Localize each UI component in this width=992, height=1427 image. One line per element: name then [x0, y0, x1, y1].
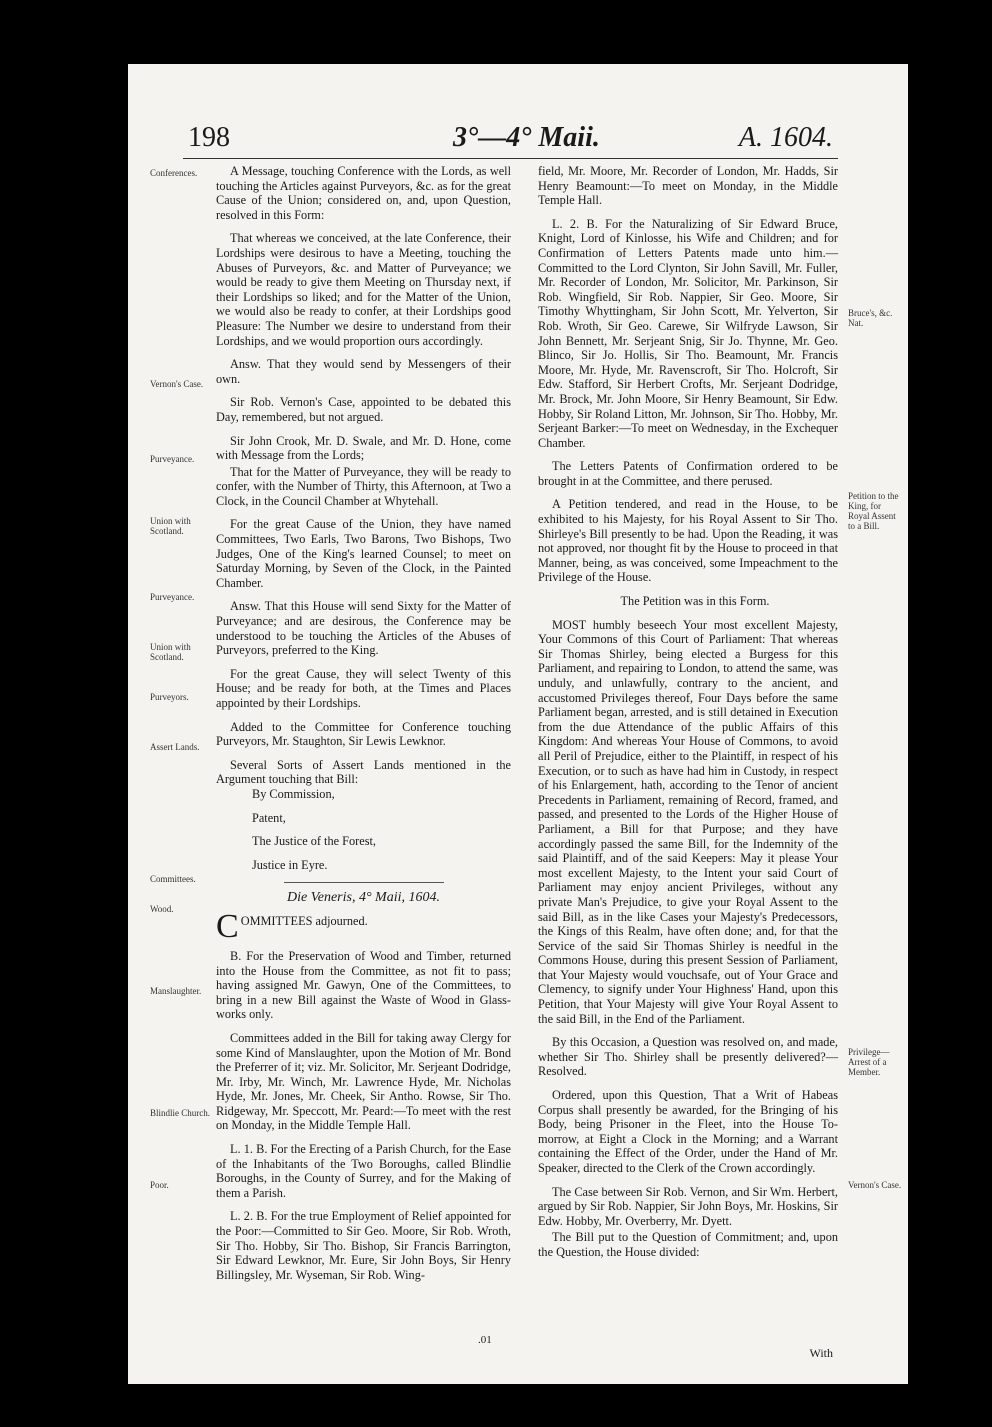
signature-mark: .01 — [478, 1334, 492, 1346]
page-number: 198 — [188, 122, 230, 153]
margin-note: Bruce's, &c. Nat. — [848, 308, 893, 328]
paragraph: Ordered, upon this Question, That a Writ of Habeas Corpus shall presently be awarded, for the Bringing of his Body, being Prisoner in the Fleet, into the House To-morrow, at Eight a Clock in the Morning; and a Warrant containing the Effect of the Order, under the Hand of Mr. Speaker, directed to the Clerk of the Crown accordingly. — [538, 1088, 838, 1175]
margin-note: Union with Scotland. — [150, 516, 191, 536]
paragraph: Added to the Committee for Conference touching Purveyors, Mr. Staughton, Sir Lewis Lewknor. — [216, 719, 511, 749]
margin-note: Manslaughter. — [150, 986, 202, 996]
paragraph: Several Sorts of Assert Lands mentioned in the Argument touching that Bill: — [216, 757, 511, 787]
drop-cap: C — [216, 913, 239, 940]
catchword: With — [809, 1346, 833, 1360]
paragraph: Answ. That this House will send Sixty for the Matter of Purveyance; and are desirous, the Conference may be understood to be touching the Articles of the Abuses of Purveyors, preferred to the King. — [216, 599, 511, 658]
margin-note: Purveyance. — [150, 592, 195, 602]
paragraph: L. 1. B. For the Erecting of a Parish Church, for the Ease of the Inhabitants of the Two Boroughs, called Blindlie Boroughs, in the County of Surrey, and for the Making of them a Parish. — [216, 1142, 511, 1200]
paragraph: Committees added in the Bill for taking away Clergy for some Kind of Manslaughter, upon the Motion of Mr. Bond the Preferrer of it; viz. Mr. Solicitor, Mr. Serjeant Dodridge, Mr. Irby, Mr. Winch, Mr. Lawrence Hyde, Mr. Nicholas Hyde, Mr. Jones, Mr. Cheek, Sir Antho. Rowse, Sir Tho. Ridgeway, Mr. Speccott, Mr. Peard:—To meet with the rest on Monday, in the Middle Temple Hall. — [216, 1030, 511, 1133]
committees-text: OMMITTEES adjourned. — [240, 913, 368, 928]
margin-note: Vernon's Case. — [848, 1180, 902, 1190]
list-item: Patent, — [252, 810, 286, 825]
margin-note: Privilege—Arrest of a Member. — [848, 1047, 890, 1077]
list-item: By Commission, — [252, 786, 335, 801]
right-column — [538, 164, 838, 1269]
paragraph: The Letters Patents of Confirmation ordered to be brought in at the Committee, and there perused. — [538, 459, 838, 488]
margin-note: Union with Scotland. — [150, 642, 191, 662]
paragraph: Answ. That they would send by Messengers of their own. — [216, 357, 511, 386]
margin-note: Wood. — [150, 904, 174, 914]
page-header — [188, 122, 833, 162]
margin-note: Blindlie Church. — [150, 1108, 210, 1118]
header-rule — [183, 158, 838, 159]
margin-note: Vernon's Case. — [150, 379, 204, 389]
paragraph: For the great Cause, they will select Twenty of this House; and be ready for both, at the Times and Places appointed by their Lordships. — [216, 666, 511, 710]
paragraph: field, Mr. Moore, Mr. Recorder of London, Mr. Hadds, Sir Henry Beamount:—To meet on Monday, in the Middle Temple Hall. — [538, 164, 838, 208]
paragraph: The Case between Sir Rob. Vernon, and Sir Wm. Herbert, argued by Sir Rob. Nappier, Sir John Boys, Mr. Hoskins, Sir Edw. Hobby, Mr. Overberry, Mr. Dyett. — [538, 1184, 838, 1228]
margin-note: Poor. — [150, 1180, 169, 1190]
paragraph: A Message, touching Conference with the Lords, as well touching the Articles against Purveyors, &c. as for the great Cause of the Union; considered on, and, upon Question, resolved in this Form: — [216, 164, 511, 222]
paragraph: L. 2. B. For the true Employment of Relief appointed for the Poor:—Committed to Sir Geo. Moore, Sir Rob. Wroth, Sir Tho. Hobby, Sir Tho. Bishop, Sir Francis Barrington, Sir Edward Lewknor, Mr. Eure, Sir John Boys, Sir Henry Billingsley, Mr. Wyseman, Sir Rob. Wing- — [216, 1209, 511, 1282]
left-column — [216, 164, 511, 1291]
date-heading: Die Veneris, 4° Maii, 1604. — [287, 890, 440, 906]
margin-note: Conferences. — [150, 168, 198, 178]
petition-heading: The Petition was in this Form. — [620, 594, 770, 609]
margin-note: Petition to the King, for Royal Assent to a Bill. — [848, 491, 899, 531]
margin-note: Assert Lands. — [150, 742, 200, 752]
paragraph: The Bill put to the Question of Commitment; and, upon the Question, the House divided: — [538, 1230, 838, 1259]
margin-note: Purveyors. — [150, 692, 189, 702]
margin-note: Committees. — [150, 874, 196, 884]
paragraph: L. 2. B. For the Naturalizing of Sir Edward Bruce, Knight, Lord of Kinlosse, his Wife and Children; and for Confirmation of Letters Patents made unto him.—Committed to the Lord Clynton, Sir John Savill, Mr. Fuller, Mr. Recorder of London, Mr. Solicitor, Mr. Parkinson, Sir Rob. Wingfield, Sir Rob. Nappier, Sir Geo. Moore, Sir Timothy Whyttingham, Sir John Scott, Mr. Yelverton, Sir Rob. Wroth, Sir Geo. Carewe, Sir Wilfryde Lawson, Sir John Bennett, Mr. Serjeant Snig, Sir Jo. Thynne, Mr. Geo. Blinco, Sir Jo. Hollis, Sir Tho. Beamount, Mr. Francis Moore, Mr. Hyde, Mr. Ravenscroft, Sir Tho. Holcroft, Sir Edw. Stafford, Sir Herbert Crofts, Mr. Serjeant Dodridge, Mr. Brock, Mr. John Moore, Sir Henry Beamount, Sir Edw. Hobby, Sir Roland Litton, Mr. Johnson, Sir Tho. Hobby, Mr. Serjeant Barker:—To meet on Wednesday, in the Exchequer Chamber. — [538, 216, 838, 450]
margin-note: Purveyance. — [150, 454, 195, 464]
paragraph: By this Occasion, a Question was resolved on, and made, whether Sir Tho. Shirley shall be presently delivered?—Resolved. — [538, 1035, 838, 1079]
paragraph: A Petition tendered, and read in the House, to be exhibited to his Majesty, for his Royal Assent to Sir Tho. Shirleye's Bill presently to be had. Upon the Reading, it was not approved, nor thought fit by the House to proceed in that Manner, being, as was conceived, some Impeachment to the Privilege of the House. — [538, 497, 838, 585]
paragraph: For the great Cause of the Union, they have named Committees, Two Earls, Two Barons, Two Bishops, Two Judges, One of the King's learned Counsel; to meet on Saturday Morning, by Seven of the Clock, in the Painted Chamber. — [216, 517, 511, 590]
paragraph: Sir John Crook, Mr. D. Swale, and Mr. D. Hone, come with Message from the Lords; — [216, 433, 511, 463]
header-dates: 3°—4° Maii. — [453, 122, 600, 153]
petition-text: MOST humbly beseech Your most excellent Majesty, Your Commons of this Court of Parliament: That whereas Sir Thomas Shirley, being elected a Burgess for this Parliament, and repairing to London, to attend the same, was unduly, and unlawfully, contrary to the ancient, and accustomed Privileges thereof, Four Days before the same Parliament began, arrested, and is still detained in Execution from the due Attendance of the public Affairs of this Kingdom: And whereas Your House of Commons, to avoid all Peril of Prejudice, either to the Plaintiff, in respect of his Execution, or to such as have had him in Custody, in respect of his Enlargement, hath, according to the Tenor of ancient Precedents in Parliament, remaining of Record, framed, and passed, and presented to the Lords of the Higher House of Parliament, a Bill for that Purpose; and they have accordingly passed the same Bill, for the Indemnity of the said Plaintiff, and of the said Keepers: May it please Your most excellent Majesty, to the Intent your said Court of Parliament may enjoy ancient Privileges, without any private Man's Prejudice, to give your Royal Assent to the said Bill, as in the like Cases your Majesty's Predecessors, the Kings of this Realm, have often done; and, for that the Service of the said Sir Thomas Shirley is needful in the Commons House, during this present Session of Parliament, that Your Majesty would vouchsafe, out of Your Grace and Clemency, to signify under Your Highness' Hand, upon this Petition, that Your Majesty will give Your Royal Assent to the said Bill, in the End of the Parliament. — [538, 617, 838, 1026]
document-page — [128, 64, 908, 1384]
committees-adjourned — [216, 914, 511, 940]
section-divider — [284, 882, 444, 883]
paragraph: That for the Matter of Purveyance, they will be ready to confer, with the Number of Thirty, this Afternoon, at Two a Clock, in the Council Chamber at Whytehall. — [216, 464, 511, 508]
list-item: Justice in Eyre. — [252, 857, 328, 872]
paragraph: Sir Rob. Vernon's Case, appointed to be debated this Day, remembered, but not argued. — [216, 395, 511, 424]
list-item: The Justice of the Forest, — [252, 834, 376, 849]
paragraph: That whereas we conceived, at the late Conference, their Lordships were desirous to have a Meeting, touching the Abuses of Purveyors, &c. and Matter of Purveyance; we would be ready to give them Meeting on Thursday next, if their Lordships so liked; and for the Matter of the Union, we would also be ready to confer, at their Lordships good Pleasure: The Number we desire to understand from their Lordships, and we would proportion ours accordingly. — [216, 231, 511, 348]
paragraph: B. For the Preservation of Wood and Timber, returned into the House from the Committee, as not fit to pass; having assigned Mr. Gawyn, One of the Committees, to bring in a new Bill against the Waste of Wood in Glass-works only. — [216, 948, 511, 1022]
header-year: A. 1604. — [738, 122, 833, 153]
